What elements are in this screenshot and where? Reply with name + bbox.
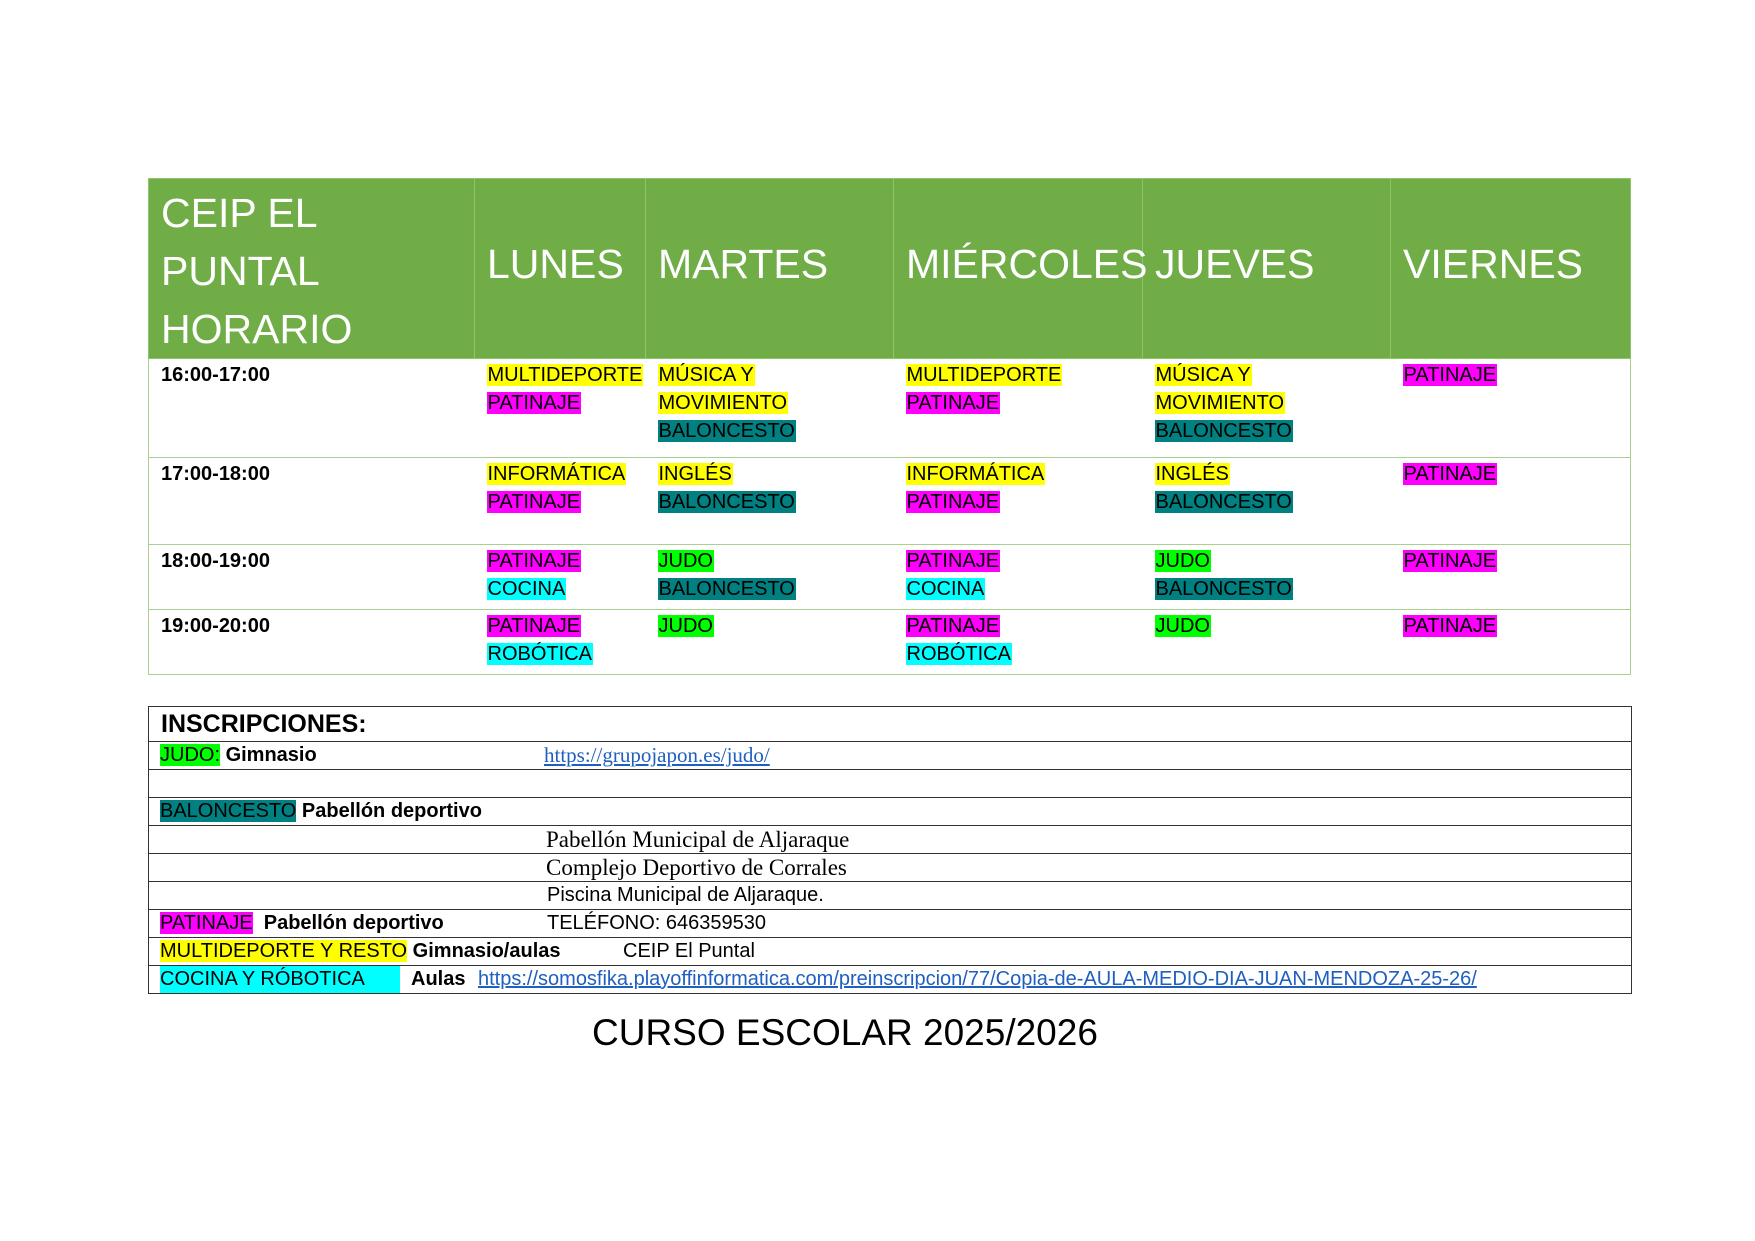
- activity-cell-lunes: [475, 545, 646, 610]
- activity-tag: BALONCESTO: [1155, 578, 1292, 600]
- baloncesto-label: BALONCESTO: [160, 800, 297, 822]
- baloncesto-place: Pabellón deportivo: [301, 800, 482, 822]
- activity-tag: ROBÓTICA: [487, 643, 592, 665]
- insc-venue3-row: [149, 882, 1632, 910]
- schedule-row: [149, 359, 1631, 458]
- activity-tag: PATINAJE: [1403, 463, 1497, 485]
- activity-cell-jueves: [1143, 610, 1391, 675]
- schedule-table: [148, 178, 1631, 675]
- activity-cell-jueves: [1143, 545, 1391, 610]
- activity-cell-miercoles: [894, 458, 1143, 545]
- activity-cell-martes: [646, 545, 894, 610]
- activity-tag: BALONCESTO: [658, 491, 795, 513]
- day-header-jueves: JUEVES: [1143, 179, 1391, 359]
- cocina-label: COCINA Y RÓBOTICA: [160, 966, 400, 993]
- judo-place: Gimnasio: [225, 744, 317, 766]
- activity-cell-miercoles: [894, 359, 1143, 458]
- schedule-body: [149, 359, 1631, 675]
- activity-tag: COCINA: [487, 578, 566, 600]
- time-slot: 19:00-20:00: [149, 610, 475, 675]
- insc-venue2-row: [149, 854, 1632, 882]
- schedule-row: [149, 545, 1631, 610]
- day-header-martes: MARTES: [646, 179, 894, 359]
- activity-tag: PATINAJE: [487, 491, 581, 513]
- activity-tag: PATINAJE: [1403, 364, 1497, 386]
- activity-tag: PATINAJE: [906, 392, 1000, 414]
- patinaje-place: Pabellón deportivo: [263, 912, 444, 934]
- activity-tag: INGLÉS: [658, 463, 732, 485]
- curso-escolar: CURSO ESCOLAR 2025/2026: [592, 1012, 1098, 1053]
- activity-cell-viernes: [1391, 359, 1631, 458]
- patinaje-phone: TELÉFONO: 646359530: [547, 912, 767, 934]
- insc-empty-row: [149, 770, 1632, 798]
- activity-tag: MOVIMIENTO: [1155, 392, 1285, 414]
- activity-tag: PATINAJE: [487, 550, 581, 572]
- activity-tag: JUDO: [1155, 550, 1210, 572]
- activity-tag: MOVIMIENTO: [658, 392, 788, 414]
- schedule-header-row: [149, 179, 1631, 359]
- activity-tag: BALONCESTO: [1155, 491, 1292, 513]
- cocina-place: Aulas: [411, 968, 466, 990]
- insc-judo-row: [149, 742, 1632, 770]
- judo-link[interactable]: https://grupojapon.es/judo/: [544, 743, 770, 767]
- schedule-row: [149, 610, 1631, 675]
- activity-tag: INGLÉS: [1155, 463, 1229, 485]
- insc-title: INSCRIPCIONES:: [149, 707, 1632, 742]
- activity-cell-miercoles: [894, 610, 1143, 675]
- insc-patinaje-row: [149, 910, 1632, 938]
- inscripciones-table: [148, 706, 1632, 994]
- header-title-cell: [149, 179, 475, 359]
- venue-piscina: Piscina Municipal de Aljaraque.: [547, 884, 824, 906]
- activity-tag: PATINAJE: [906, 550, 1000, 572]
- time-slot: 16:00-17:00: [149, 359, 475, 458]
- activity-cell-miercoles: [894, 545, 1143, 610]
- activity-cell-martes: [646, 458, 894, 545]
- insc-venue1-row: [149, 826, 1632, 854]
- activity-cell-lunes: [475, 359, 646, 458]
- multideporte-label: MULTIDEPORTE Y RESTO: [160, 940, 408, 962]
- activity-tag: COCINA: [906, 578, 985, 600]
- day-header-miercoles: MIÉRCOLES: [894, 179, 1143, 359]
- patinaje-label: PATINAJE: [160, 912, 253, 934]
- multideporte-place: Gimnasio/aulas: [412, 940, 561, 962]
- activity-tag: PATINAJE: [1403, 615, 1497, 637]
- activity-tag: MÚSICA Y: [1155, 364, 1251, 386]
- activity-tag: PATINAJE: [487, 392, 581, 414]
- day-header-lunes: LUNES: [475, 179, 646, 359]
- activity-tag: BALONCESTO: [658, 578, 795, 600]
- activity-tag: INFORMÁTICA: [906, 463, 1045, 485]
- venue-corrales: Complejo Deportivo de Corrales: [546, 855, 847, 880]
- activity-tag: ROBÓTICA: [906, 643, 1011, 665]
- cocina-link[interactable]: https://somosfika.playoffinformatica.com/preinscripcion/77/Copia-de-AULA-MEDIO-DIA-JUAN-MENDOZA-25-26/: [478, 968, 1477, 990]
- activity-tag: JUDO: [658, 550, 713, 572]
- activity-cell-jueves: [1143, 458, 1391, 545]
- school-name: CEIP EL PUNTAL: [161, 190, 320, 294]
- activity-tag: MULTIDEPORTE: [906, 364, 1062, 386]
- insc-cocina-row: [149, 966, 1632, 994]
- activity-cell-viernes: [1391, 610, 1631, 675]
- insc-baloncesto-row: [149, 798, 1632, 826]
- venue-aljaraque: Pabellón Municipal de Aljaraque: [546, 827, 850, 852]
- activity-tag: MÚSICA Y: [658, 364, 754, 386]
- judo-label: JUDO:: [160, 744, 220, 766]
- activity-tag: PATINAJE: [906, 491, 1000, 513]
- activity-tag: PATINAJE: [487, 615, 581, 637]
- insc-title-row: [149, 707, 1632, 742]
- activity-cell-viernes: [1391, 545, 1631, 610]
- schedule-row: [149, 458, 1631, 545]
- activity-tag: PATINAJE: [1403, 550, 1497, 572]
- activity-tag: BALONCESTO: [658, 420, 795, 442]
- horario-label: HORARIO: [161, 306, 353, 352]
- activity-tag: INFORMÁTICA: [487, 463, 626, 485]
- activity-tag: JUDO: [658, 615, 713, 637]
- day-header-viernes: VIERNES: [1391, 179, 1631, 359]
- activity-tag: MULTIDEPORTE: [487, 364, 643, 386]
- activity-tag: JUDO: [1155, 615, 1210, 637]
- multideporte-contact: CEIP El Puntal: [623, 940, 755, 962]
- activity-cell-viernes: [1391, 458, 1631, 545]
- time-slot: 17:00-18:00: [149, 458, 475, 545]
- activity-cell-jueves: [1143, 359, 1391, 458]
- insc-multideporte-row: [149, 938, 1632, 966]
- activity-tag: PATINAJE: [906, 615, 1000, 637]
- activity-cell-martes: [646, 359, 894, 458]
- activity-cell-lunes: [475, 610, 646, 675]
- activity-tag: BALONCESTO: [1155, 420, 1292, 442]
- time-slot: 18:00-19:00: [149, 545, 475, 610]
- activity-cell-martes: [646, 610, 894, 675]
- activity-cell-lunes: [475, 458, 646, 545]
